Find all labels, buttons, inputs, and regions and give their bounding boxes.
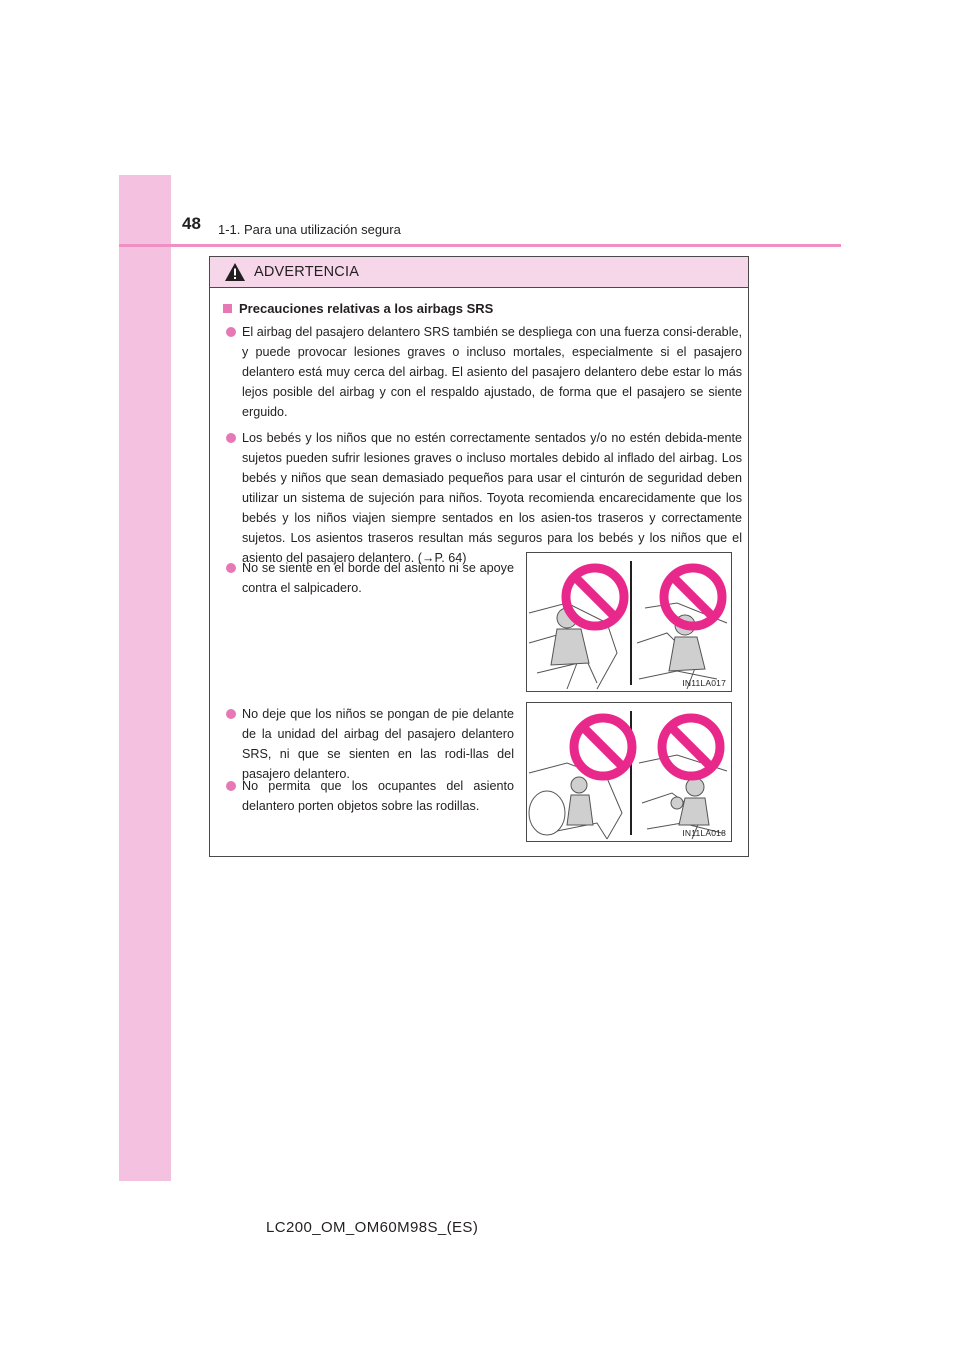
bullet-text: Los bebés y los niños que no estén correctamente sentados y/o no estén debida-mente sujetos pueden sufrir lesiones graves o incluso mortales debido al inflado del airbag. Los bebés y niños que sean demasiado pequeños para usar el cinturón de seguridad deben utilizar un sistema de sujeción para niños. Toyota recomienda encarecidamente que los bebés y los niños viajen siempre sentados en los asien-tos traseros y correctamente sujetos. Los asientos traseros resultan más seguros para los bebés y los niños que el asiento del pasajero delantero. (→P. 64) bbox=[242, 431, 742, 565]
footer-model-code: LC200_OM_OM60M98S_(ES) bbox=[266, 1219, 479, 1236]
square-bullet-icon bbox=[223, 304, 232, 313]
circle-bullet-icon bbox=[226, 327, 236, 337]
prohibition-icon bbox=[574, 718, 632, 776]
bullet-text: El airbag del pasajero delantero SRS también se despliega con una fuerza consi-derable, y puede provocar lesiones graves o incluso mortales, especialmente si el pasajero delantero está muy cerca del airbag. El asiento del pasajero delantero debe estar lo más lejos posible del airbag y con el respaldo ajustado, de forma que el pasajero se siente erguido. bbox=[242, 325, 742, 419]
prohibition-icon bbox=[662, 718, 720, 776]
warning-triangle-icon bbox=[224, 262, 246, 282]
side-band bbox=[119, 175, 171, 1181]
topic-text: Precauciones relativas a los airbags SRS bbox=[239, 301, 494, 316]
circle-bullet-icon bbox=[226, 781, 236, 791]
prohibition-icon bbox=[664, 568, 722, 626]
bullet-text: No permita que los ocupantes del asiento delantero porten objetos sobre las rodillas. bbox=[242, 779, 514, 813]
bullet-item bbox=[242, 428, 742, 568]
topic-heading bbox=[223, 301, 493, 316]
car-interior-illustration bbox=[527, 553, 731, 691]
bullet-text: No deje que los niños se pongan de pie delante de la unidad del airbag del pasajero delantero SRS, ni que se sienten en las rodi-llas del pasajero delantero. bbox=[242, 707, 514, 781]
figure-code: IN11LA018 bbox=[682, 828, 726, 838]
illustration-seating-posture bbox=[526, 552, 732, 692]
illustration-child-airbag bbox=[526, 702, 732, 842]
figure-code: IN11LA017 bbox=[682, 678, 726, 688]
bullet-item bbox=[242, 322, 742, 422]
page-number: 48 bbox=[182, 214, 201, 233]
section-title: 1-1. Para una utilización segura bbox=[218, 222, 401, 237]
header-rule bbox=[119, 244, 841, 247]
warning-title: ADVERTENCIA bbox=[254, 264, 360, 280]
warning-box bbox=[209, 256, 749, 857]
bullet-item bbox=[242, 776, 514, 816]
bullet-item bbox=[242, 558, 514, 598]
warning-header bbox=[210, 257, 748, 288]
car-interior-illustration bbox=[527, 703, 731, 841]
bullet-item bbox=[242, 704, 514, 784]
circle-bullet-icon bbox=[226, 563, 236, 573]
circle-bullet-icon bbox=[226, 709, 236, 719]
circle-bullet-icon bbox=[226, 433, 236, 443]
bullet-text: No se siente en el borde del asiento ni se apoye contra el salpicadero. bbox=[242, 561, 514, 595]
